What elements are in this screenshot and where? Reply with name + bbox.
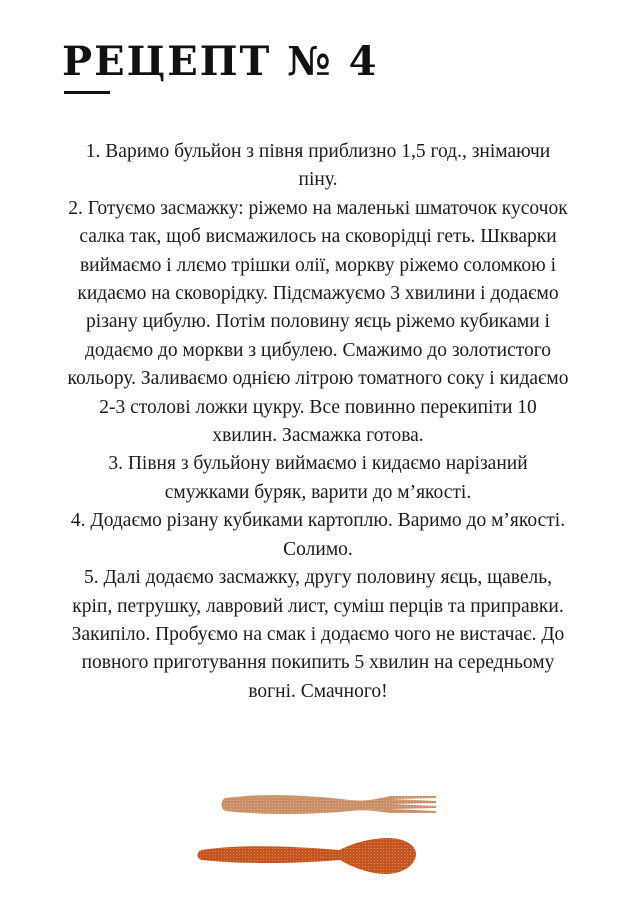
recipe-body — [66, 138, 570, 706]
recipe-step-4: 4. Додаємо різану кубиками картоплю. Варимо до м’якості. Солимо. — [70, 510, 566, 560]
page-title: РЕЦЕПТ № 4 — [62, 38, 379, 85]
recipe-step-2: 2. Готуємо засмажку: ріжемо на маленькі шматочок кусочок салка так, щоб висмажилось на сковорідці геть. Шкварки виймаємо і ллємо трішки олії, моркву ріжемо соломкою і кидаємо на сковорідку. Підсмажуємо 3 хвилини і додаємо різану цибулю. Потім половину яєць ріжемо кубиками і додаємо до моркви з цибулею. Смажимо до золотистого кольору. Заливаємо однією літрою томатного соку і кидаємо 2-3 столові ложки цукру. Все повинно перекипіти 10 хвилин. Засмажка готова. — [67, 197, 569, 447]
fork-icon — [222, 795, 437, 814]
recipe-step-3: 3. Півня з бульйону виймаємо і кидаємо нарізаний смужками буряк, варити до м’якості. — [108, 453, 528, 503]
recipe-step-5: 5. Далі додаємо засмажку, другу половину яєць, щавель, кріп, петрушку, лавровий лист, суміш перців та приправки. Закипіло. Пробуємо на смак і додаємо чого не вистачає. До повного приготування покипить 5 хвилин на середньому вогні. Смачного! — [71, 567, 565, 702]
title-underline — [64, 91, 110, 94]
recipe-step-1: 1. Варимо бульйон з півня приблизно 1,5 год., знімаючи піну. — [85, 141, 551, 191]
spoon-icon — [198, 838, 417, 874]
cutlery-illustration — [190, 784, 450, 894]
